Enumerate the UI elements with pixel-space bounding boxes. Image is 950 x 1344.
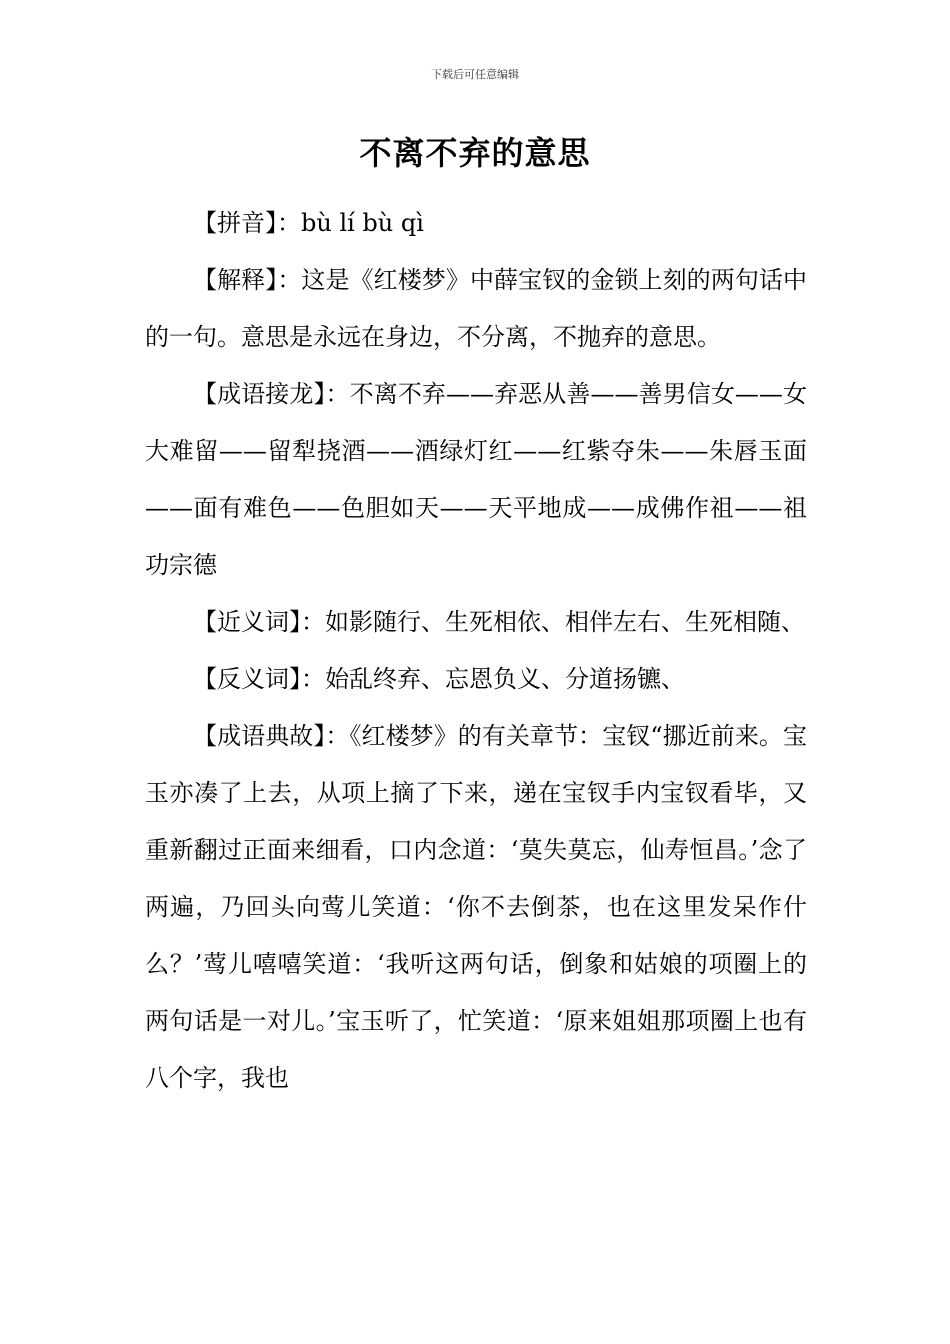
antonyms-paragraph [145, 651, 807, 708]
allusion-label: 【成语典故】 [193, 722, 326, 750]
explanation-label: 【解释】 [193, 266, 278, 294]
header-note: 下载后可任意编辑 [431, 68, 519, 81]
pinyin-paragraph [145, 195, 807, 252]
idiom-chain-paragraph [145, 366, 807, 594]
synonyms-paragraph [145, 594, 807, 651]
antonyms-text: ：始乱终弃、忘恩负义、分道扬镳、 [301, 665, 685, 693]
explanation-text: ：这是《红楼梦》中薛宝钗的金锁上刻的两句话中的一句。意思是永远在身边，不分离，不抛弃的意思。 [145, 266, 808, 351]
idiom-chain-label: 【成语接龙】 [193, 380, 326, 408]
explanation-paragraph [145, 252, 807, 366]
synonyms-label: 【近义词】 [193, 608, 301, 636]
document-body [145, 195, 807, 1107]
allusion-text: ：《红楼梦》的有关章节：宝钗“挪近前来。宝玉亦凑了上去，从项上摘了下来，递在宝钗手内宝钗看毕，又重新翻过正面来细看，口内念道：‘莫失莫忘，仙寿恒昌。’念了两遍，乃回头向莺儿笑道：‘你不去倒茶，也在这里发呆作什么？’莺儿嘻嘻笑道：‘我听这两句话，倒象和姑娘的项圈上的两句话是一对儿。’宝玉听了，忙笑道：‘原来姐姐那项圈上也有八个字，我也 [145, 722, 807, 1092]
antonyms-label: 【反义词】 [193, 665, 301, 693]
pinyin-label: 【拼音】 [193, 209, 277, 237]
synonyms-text: ：如影随行、生死相依、相伴左右、生死相随、 [301, 608, 805, 636]
allusion-paragraph [145, 708, 807, 1107]
page-title: 不离不弃的意思 [359, 134, 591, 172]
idiom-chain-text: ：不离不弃——弃恶从善——善男信女——女大难留——留犁挠酒——酒绿灯红——红紫夺朱——朱唇玉面——面有难色——色胆如天——天平地成——成佛作祖——祖功宗德 [145, 380, 808, 579]
pinyin-text: ：bù lí bù qì [277, 209, 424, 237]
